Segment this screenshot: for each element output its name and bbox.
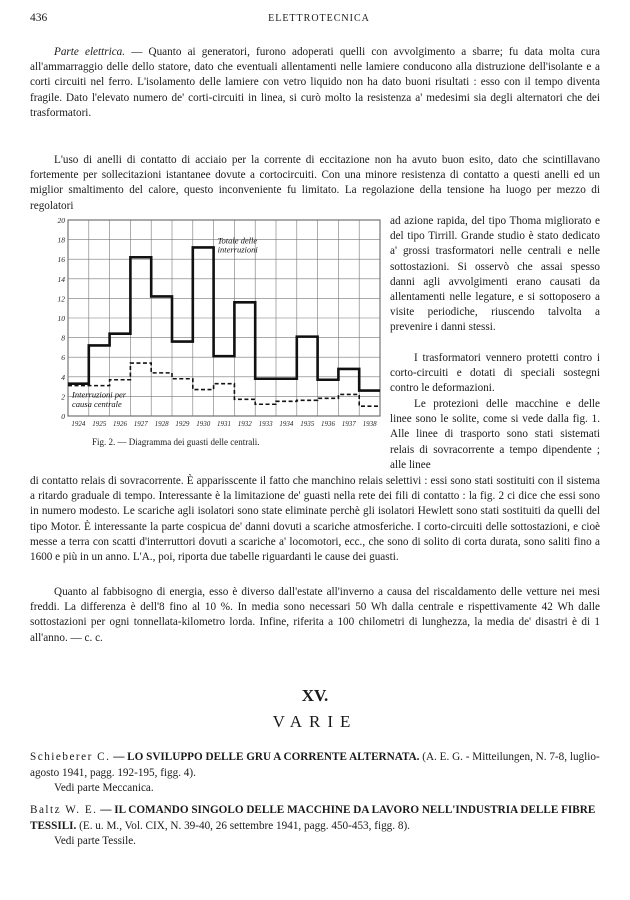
section-number: XV. [301, 686, 329, 705]
y-tick-label: 10 [57, 314, 65, 323]
y-tick-label: 6 [61, 353, 65, 363]
x-tick-label: 1925 [92, 420, 107, 428]
x-tick-label: 1937 [341, 420, 356, 428]
reference-entry [30, 750, 600, 797]
y-tick-label: 4 [61, 372, 65, 382]
y-tick-label: 0 [61, 412, 65, 421]
y-tick-label: 20 [57, 216, 65, 225]
reference-source: (A. E. G. - Mitteilungen, N. 7-8, luglio-agosto 1941, pagg. 192-195, figg. 4). [30, 751, 600, 779]
x-tick-label: 1926 [113, 420, 127, 428]
x-tick-label: 1931 [217, 420, 231, 428]
figure-caption: Fig. 2. — Diagramma dei guasti delle centrali. [92, 437, 260, 447]
paragraph-parte-elettrica [30, 45, 600, 121]
x-tick-label: 1930 [196, 420, 211, 428]
paragraph-trasformatori [390, 351, 600, 397]
reference-title: — LO SVILUPPO DELLE GRU A CORRENTE ALTERNATA. [110, 751, 420, 763]
paragraph-text: di contatto relais di sovracorrente. È apparisscente il fatto che manchino relais selettivi : essi sono stati sostituiti con il sistema a ritardo graduale di tempo. Interessante è la limitazione de' guasti nella rete dei fili di contatto : la fig. 2 ci dice che essi sono in numero modesto. Le scariche agli isolatori sono state eliminate perchè gli isolatori Hewlett sono stati sostituiti da quelli del tipo Motor. È interessante la parte cospicua de' danni dovuti a scariche atmosferiche. I corto-circuiti delle sottostazioni, e cioè messe a terra con scatti d'interruttori dovuti a scariche a' locomotori, ecc., che sono di solito di corta durata, sono saliti fino a 1600 e più in un anno. L'A., poi, riporta due tabelle riguardanti le cause dei guasti. [30, 475, 600, 564]
paragraph-lead: Parte elettrica. [54, 46, 126, 58]
x-tick-label: 1924 [71, 420, 86, 428]
reference-title: — IL COMANDO SINGOLO DELLE MACCHINE DA LAVORO NELL'INDUSTRIA DELLE FIBRE TESSILI. [30, 804, 596, 832]
paragraph-protezioni [390, 397, 600, 473]
paragraph-text: I trasformatori vennero protetti contro i corto-circuiti e dotati di speciali sostegni contro le deformazioni. [390, 352, 600, 395]
page-header [30, 12, 608, 30]
reference-author: Schieberer C. [30, 751, 111, 763]
y-tick-label: 8 [61, 333, 65, 343]
y-tick-label: 18 [57, 235, 65, 245]
paragraph-protezioni-continued [30, 474, 600, 565]
paragraph-text: Le protezioni delle macchine e delle linee sono le solite, come si vede dalla fig. 1. Alle linee di trasporto sono stati sistemati relais di sovracorrente a tempo dipendente ; alle linee [390, 398, 600, 471]
y-tick-label: 12 [57, 294, 65, 304]
section-title: VARIE [272, 712, 358, 731]
x-tick-label: 1929 [175, 420, 190, 428]
x-tick-label: 1936 [321, 420, 335, 428]
reference-source: (E. u. M., Vol. CIX, N. 39-40, 26 settembre 1941, pagg. 450-453, figg. 8). [76, 819, 410, 832]
chart-annotation: Interruzioni per [72, 389, 127, 400]
paragraph-text: L'uso di anelli di contatto di acciaio per la corrente di eccitazione non ha avuto buon esito, dato che scintillavano fortemente per sollecitazioni istantanee dovute a cortocircuiti. Con una minore resistenza di contatto a questi anelli ed un miglior smaltimento del calore, questo inconveniente fu limitato. La regolazione della tensione ha luogo per mezzo di regolatori [30, 154, 600, 212]
reference-see-also: Vedi parte Meccanica. [54, 782, 154, 794]
paragraph-regolatori [390, 214, 600, 336]
chart-annotation: Totale delle [217, 235, 258, 246]
paragraph-text: ad azione rapida, del tipo Thoma migliorato e del tipo Tirrill. Grande studio è stato dedicato a' grossi trasformatori nelle centrali e nelle sottostazioni. Si osservò che assai spesso danni agli avvolgimenti erano causati da allentamenti nelle legature, e si sottoposero a visite periodiche, riuscendo talvolta a prevenire i danni stessi. [390, 215, 600, 334]
paragraph-text: Quanto al fabbisogno di energia, esso è diverso dall'estate all'inverno a causa del riscaldamento delle vetture nei mesi freddi. La differenza è dell'8 fino al 10 %. In media sono necessari 50 Wh dalla centrale e rispettivamente 42 Wh dalle sottostazioni per ogni tonnellata-kilometro lorda. Infine, riferita a 100 chilometri di lunghezza, la media de' disastri è di 1 all'anno. — c. c. [30, 586, 600, 644]
y-tick-label: 16 [57, 255, 65, 265]
x-tick-label: 1934 [279, 420, 294, 428]
series-totale-line [68, 247, 380, 390]
x-tick-label: 1927 [133, 420, 148, 428]
paragraph-anelli [30, 153, 600, 214]
chart-annotation: interruzioni [217, 244, 258, 255]
reference-author: Baltz W. E. [30, 804, 98, 816]
running-title: ELETTROTECNICA [268, 13, 370, 24]
paragraph-energia [30, 585, 600, 646]
x-tick-label: 1933 [258, 420, 273, 428]
figure-2-chart [50, 212, 385, 438]
x-tick-label: 1928 [154, 420, 169, 428]
reference-entry [30, 803, 600, 850]
y-tick-label: 14 [57, 274, 65, 284]
x-tick-label: 1938 [362, 420, 377, 428]
y-tick-label: 2 [61, 392, 65, 402]
page-number: 436 [30, 12, 48, 24]
x-tick-label: 1932 [237, 420, 252, 428]
chart-annotation: causa centrale [72, 399, 122, 410]
reference-see-also: Vedi parte Tessile. [54, 835, 136, 847]
x-tick-label: 1935 [300, 420, 315, 428]
paragraph-text: — Quanto ai generatori, furono adoperati quelli con avvolgimento a sbarre; fu data molta cura all'ammarraggio delle dello statore, dato che eventuali allentamenti nelle lamiere conducono alla distruzione dell'isolante e a corti circuiti nel ferro. L'isolamento delle lamiere con vetro liquido non ha dato buoni risultati : esso con il tempo diventa fragile. Dato l'elevato numero de' corti-circuiti in linea, si curò molto la resistenza a' medesimi sia degli alternatori che dei trasformatori. [30, 46, 600, 119]
